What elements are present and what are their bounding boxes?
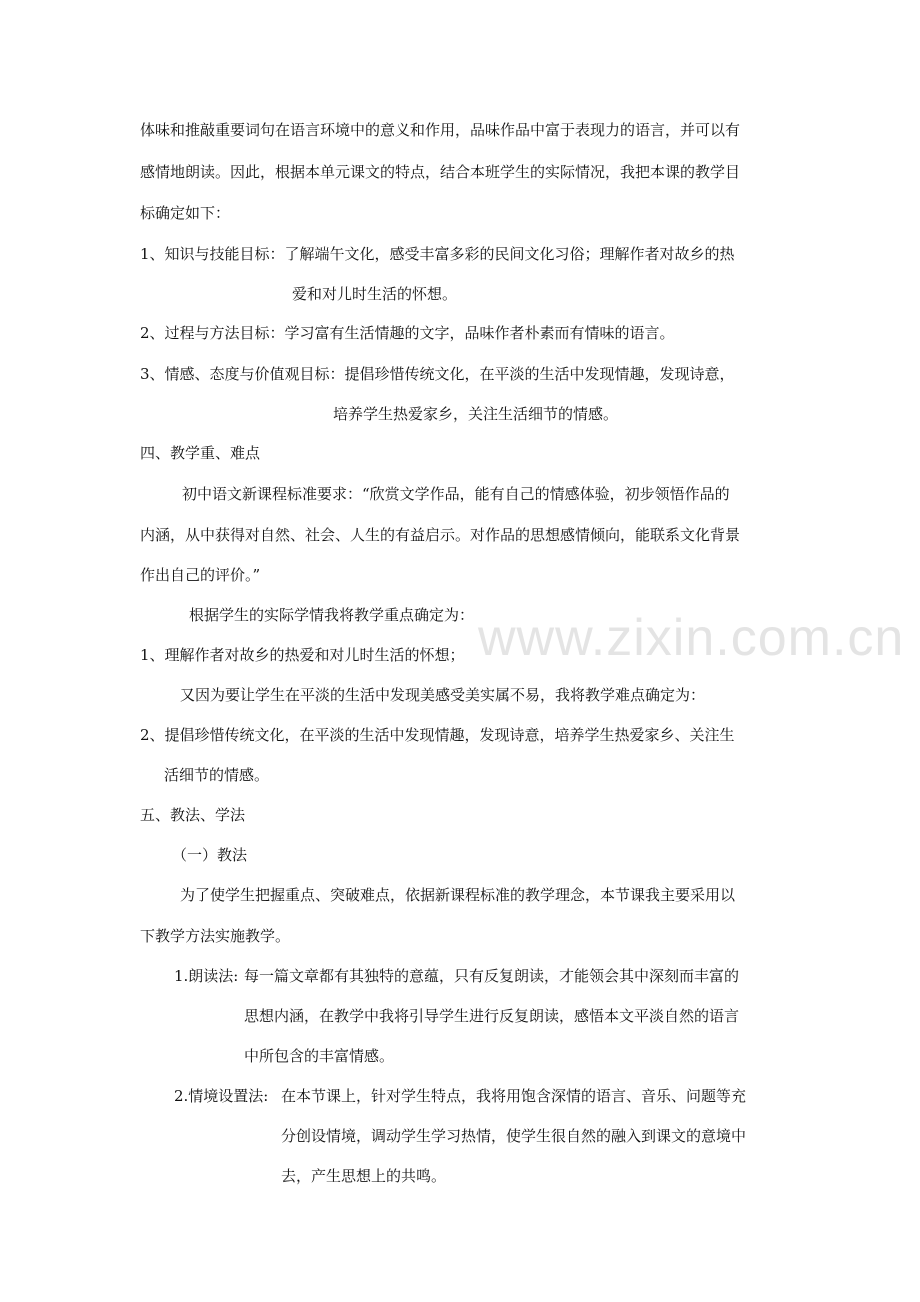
methods-para-line-2: 下教学方法实施教学。 [140, 927, 291, 945]
method-2-line-1: 在本节课上，针对学生特点，我将用饱含深情的语言、音乐、问题等充 [281, 1087, 747, 1105]
methods-para-line-1: 为了使学生把握重点、突破难点，依据新课程标准的教学理念，本节课我主要采用以 [180, 886, 736, 904]
focus-item: 1、理解作者对故乡的热爱和对儿时生活的怀想； [140, 646, 465, 664]
method-1-label: 1.朗读法: [174, 967, 239, 985]
method-1-line-1: 每一篇文章都有其独特的意蕴，只有反复朗读，才能领会其中深刻而丰富的 [244, 967, 740, 985]
method-2-line-3: 去，产生思想上的共鸣。 [281, 1167, 447, 1185]
section-4-heading: 四、教学重、难点 [140, 444, 261, 462]
goal-3-line-1: 3、情感、态度与价值观目标：提倡珍惜传统文化，在平淡的生活中发现情趣，发现诗意， [140, 365, 735, 383]
difficulty-line-1: 2、提倡珍惜传统文化，在平淡的生活中发现情趣，发现诗意，培养学生热爱家乡、关注生 [140, 726, 735, 744]
goal-1-line-1: 1、知识与技能目标：了解端午文化，感受丰富多彩的民间文化习俗；理解作者对故乡的热 [140, 245, 735, 263]
method-1-line-3: 中所包含的丰富情感。 [244, 1047, 395, 1065]
difficulty-intro: 又因为要让学生在平淡的生活中发现美感受美实属不易，我将教学难点确定为： [180, 686, 706, 704]
method-2-label: 2.情境设置法: [174, 1087, 269, 1105]
focus-intro: 根据学生的实际学情我将教学重点确定为： [189, 606, 475, 624]
intro-line-1: 体味和推敲重要词句在语言环境中的意义和作用，品味作品中富于表现力的语言，并可以有 [140, 121, 741, 139]
method-1-line-2: 思想内涵，在教学中我将引导学生进行反复朗读，感悟本文平淡自然的语言 [244, 1007, 740, 1025]
standard-quote-line-1: 初中语文新课程标准要求：“欣赏文学作品，能有自己的情感体验，初步领悟作品的 [182, 485, 730, 503]
goal-1-line-2: 爱和对儿时生活的怀想。 [292, 285, 458, 303]
intro-line-3: 标确定如下： [140, 204, 231, 222]
standard-quote-line-2: 内涵，从中获得对自然、社会、人生的有益启示。对作品的思想感情倾向，能联系文化背景 [140, 526, 741, 544]
section-5-heading: 五、教法、学法 [140, 806, 246, 824]
goal-2: 2、过程与方法目标：学习富有生活情趣的文字，品味作者朴素而有情味的语言。 [140, 324, 675, 342]
teaching-methods-subheading: （一）教法 [172, 846, 248, 864]
watermark: www.zixin.com.cn [478, 609, 905, 667]
difficulty-line-2: 活细节的情感。 [164, 766, 270, 784]
goal-3-line-2: 培养学生热爱家乡，关注生活细节的情感。 [333, 405, 619, 423]
standard-quote-line-3: 作出自己的评价。” [140, 566, 261, 584]
method-2-line-2: 分创设情境，调动学生学习热情，使学生很自然的融入到课文的意境中 [281, 1127, 747, 1145]
intro-line-2: 感情地朗读。因此，根据本单元课文的特点，结合本班学生的实际情况，我把本课的教学目 [140, 163, 741, 181]
